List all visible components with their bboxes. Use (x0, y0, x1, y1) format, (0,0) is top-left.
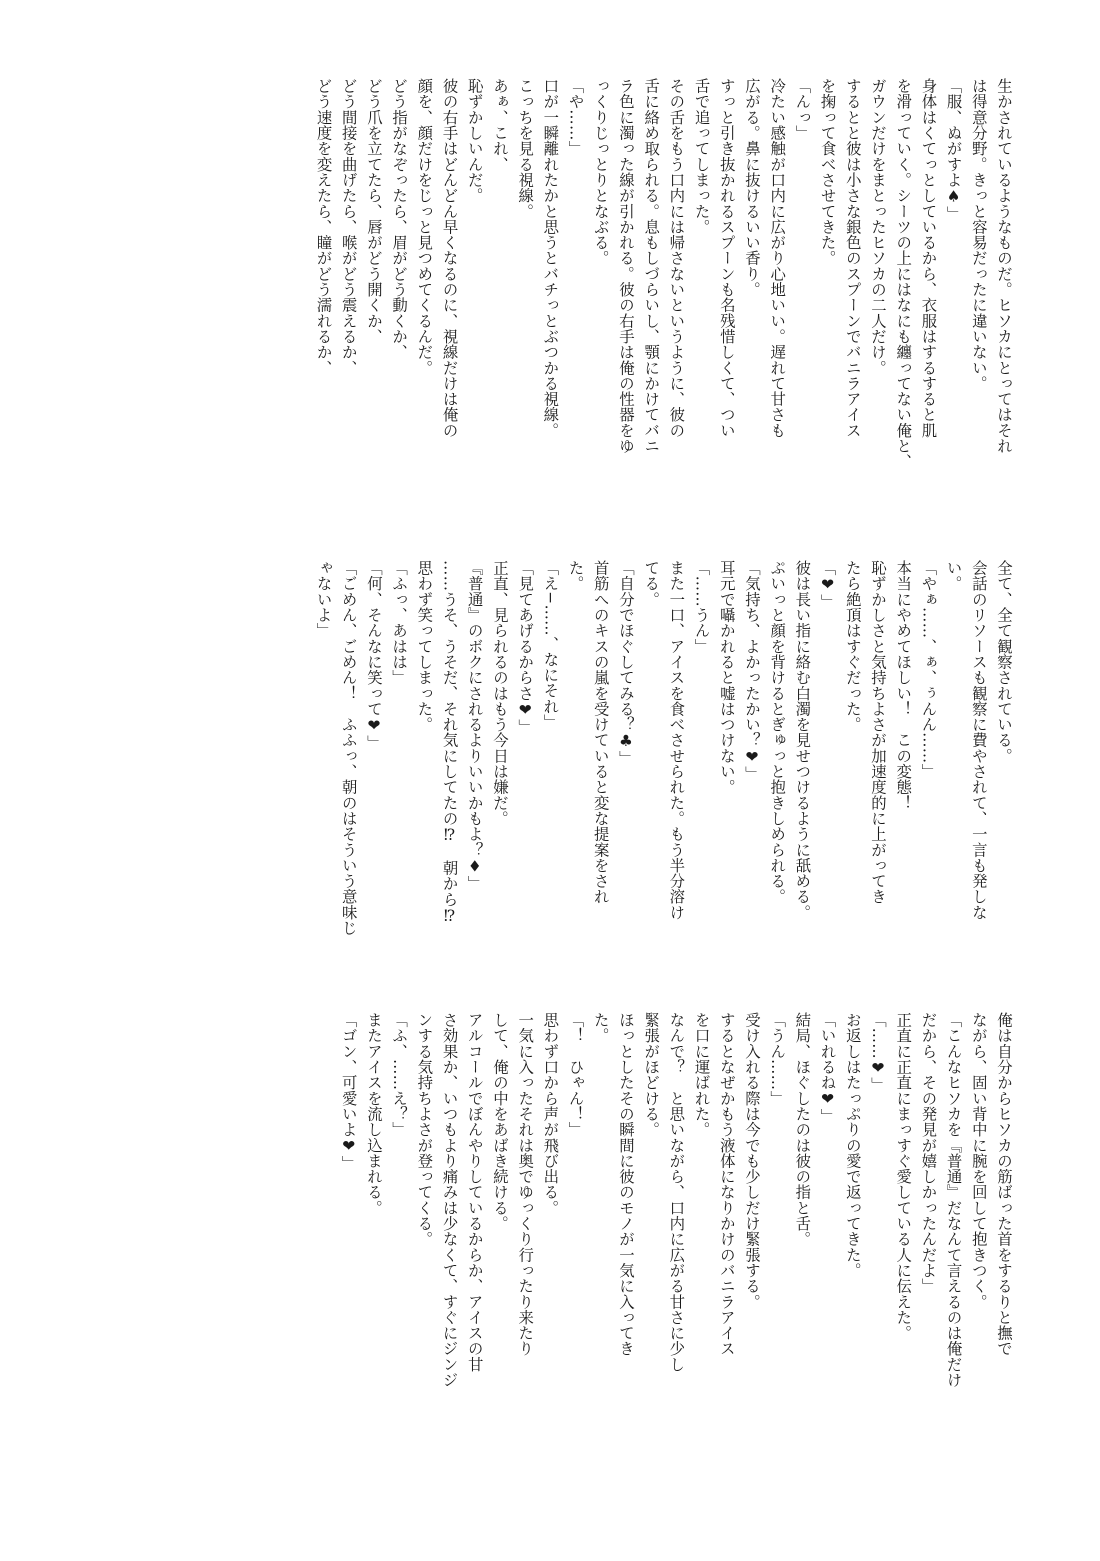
text-line: ラ色に濁った線が引かれる。彼の右手は俺の性器をゆ (616, 78, 635, 454)
text-line: 「……うん」 (692, 560, 711, 654)
text-line: お返しはたっぷりの愛で返ってきた。 (843, 1012, 862, 1279)
text-line: 「気持ち、よかったかい？❤」 (742, 560, 761, 782)
text-line: た。 (566, 560, 585, 592)
text-line: ンする気持ちよさが登ってくる。 (415, 1012, 434, 1247)
text-line: を掬って食べさせてきた。 (818, 78, 837, 266)
text-line: どう間接を曲げたら、喉がどう震えるか、 (339, 78, 358, 376)
text-line: なんで？ と思いながら、口内に広がる甘さに少し (667, 1012, 686, 1372)
text-line: 「！ ひゃん！」 (566, 1012, 585, 1138)
text-line: 受け入れる際は今でも少しだけ緊張する。 (742, 1012, 761, 1310)
text-line: っくりじっとりとなぶる。 (591, 78, 610, 266)
text-line: 思わず口から声が飛び出る。 (541, 1012, 560, 1216)
text-line: アルコールでぼんやりしているからか、アイスの甘 (465, 1012, 484, 1372)
text-line: どう爪を立てたら、唇がどう開くか、 (364, 78, 383, 345)
text-line: どう速度を変えたら、瞳がどう濡れるか、 (314, 78, 333, 376)
text-line: 「見てあげるからさ❤」 (516, 560, 535, 735)
text-line: ぷいっと顔を背けるとぎゅっと抱きしめられる。 (768, 560, 787, 905)
text-line: 思わず笑ってしまった。 (415, 560, 434, 733)
text-line: 身体はくてっとしているから、衣服はするすると肌 (919, 78, 938, 438)
text-line: 「え−……、なにそれ」 (541, 560, 560, 730)
text-line: 「自分でほぐしてみる？♣」 (616, 560, 635, 767)
text-line: 首筋へのキスの嵐を受けていると変な提案をされ (591, 560, 610, 905)
text-line: 「ふ、……え？」 (390, 1012, 409, 1138)
text-line: 彼の右手はどんどん早くなるのに、視線だけは俺の (440, 78, 459, 438)
text-line: を滑っていく。シーツの上にはなにも纏ってない俺と、 (894, 78, 913, 470)
text-line: 俺は自分からヒソカの筋ばった首をするりと撫で (995, 1012, 1013, 1357)
text-line: 耳元で囁かれると嘘はつけない。 (717, 560, 736, 795)
text-line: さ効果か、いつもより痛みは少なくて、すぐにジンジ (440, 1012, 459, 1388)
text-line: たら絶頂はすぐだった。 (843, 560, 862, 733)
text-line: 「やぁ……、ぁ、ぅんん……」 (919, 560, 938, 780)
text-line: 「ごめん、ごめん！ ふふっ、朝のはそういう意味じ (339, 560, 358, 936)
text-line: 本当にやめてほしい！ この変態！ (894, 560, 913, 811)
text-line: して、俺の中をあばき続ける。 (490, 1012, 509, 1232)
text-line: すっと引き抜かれるスプーンも名残惜しくて、つい (717, 78, 736, 438)
text-line: を口に運ばれた。 (692, 1012, 711, 1138)
text-line: その舌をもう口内には帰さないというように、彼の (667, 78, 686, 438)
text-line: 正直、見られるのはもう今日は嫌だ。 (490, 560, 509, 827)
text-line: 「や……」 (566, 78, 585, 157)
text-line: 恥ずかしさと気持ちよさが加速度的に上がってき (868, 560, 887, 905)
text-line: い。 (944, 560, 963, 592)
text-line: 口が一瞬離れたかと思うとバチっとぶつかる視線。 (541, 78, 560, 438)
text-line: 結局、ほぐしたのは彼の指と舌。 (793, 1012, 812, 1247)
text-tier-bottom (336, 1012, 1016, 1416)
text-line: てる。 (642, 560, 661, 607)
text-line: ほっとしたその瞬間に彼のモノが一気に入ってき (616, 1012, 635, 1357)
text-line: 「服、ぬがすよ♠」 (944, 78, 963, 222)
text-line: 生かされているようなものだ。ヒソカにとってはそれ (995, 78, 1013, 454)
text-line: 広がる。鼻に抜けるいい香り。 (742, 78, 761, 298)
text-line: 「こんなヒソカを『普通』だなんて言えるのは俺だけ (944, 1012, 963, 1388)
text-line: 緊張がほどける。 (642, 1012, 661, 1138)
text-tier-middle (310, 560, 1016, 952)
text-line: 「ふっ、あはは」 (390, 560, 409, 686)
text-line: またアイスを流し込まれる。 (364, 1012, 383, 1216)
text-line: た。 (591, 1012, 610, 1044)
text-line: 会話のリソースも観察に費やされて、一言も発しな (969, 560, 988, 920)
text-line: 顔を、顔だけをじっと見つめてくるんだ。 (415, 78, 434, 376)
text-line: だから、その発見が嬉しかったんだよ」 (919, 1012, 938, 1294)
text-line: 「何、そんなに笑って❤」 (364, 560, 383, 751)
text-line: 「うん……」 (768, 1012, 787, 1106)
text-line: するとと彼は小さな銀色のスプーンでバニラアイス (843, 78, 862, 438)
text-line: 舌に絡め取られる。息もしづらいし、顎にかけてバニ (642, 78, 661, 454)
text-line: 恥ずかしいんだ。 (465, 78, 484, 204)
text-line: 「んっ」 (793, 78, 812, 141)
text-line: 「いれるね❤」 (818, 1012, 837, 1125)
text-line: あぁ、これ、 (490, 78, 509, 172)
text-line: 「……❤」 (868, 1012, 887, 1093)
text-line: 冷たい感触が口内に広がり心地いい。遅れて甘さも (768, 78, 787, 438)
text-line: こっちを見る視線。 (516, 78, 535, 219)
text-line: どう指がなぞったら、眉がどう動くか、 (390, 78, 409, 360)
text-line: ……うそ、うそだ、それ気にしてたの⁉ 朝から⁉ (440, 560, 459, 926)
text-line: また一口、アイスを食べさせられた。もう半分溶け (667, 560, 686, 920)
text-line: 『普通』のボクにされるよりいいかもよ？♦」 (465, 560, 484, 892)
text-line: 「❤」 (818, 560, 837, 610)
text-line: ながら、固い背中に腕を回して抱きつく。 (969, 1012, 988, 1310)
text-line: 彼は長い指に絡む白濁を見せつけるように舐める。 (793, 560, 812, 920)
text-line: ゃないよ」 (314, 560, 333, 639)
text-line: 正直に正直にまっすぐ愛している人に伝えた。 (894, 1012, 913, 1341)
text-tier-top (310, 78, 1016, 482)
text-line: 一気に入ったそれは奥でゆっくり行ったり来たり (516, 1012, 535, 1357)
text-line: するとなぜかもう液体になりかけのバニラアイス (717, 1012, 736, 1357)
text-line: 全て、全て観察されている。 (995, 560, 1013, 764)
text-line: ガウンだけをまとったヒソカの二人だけ。 (868, 78, 887, 376)
text-line: 「ゴン、可愛いよ❤」 (339, 1012, 358, 1172)
text-line: 舌で追ってしまった。 (692, 78, 711, 235)
text-line: は得意分野。きっと容易だったに違いない。 (969, 78, 988, 391)
